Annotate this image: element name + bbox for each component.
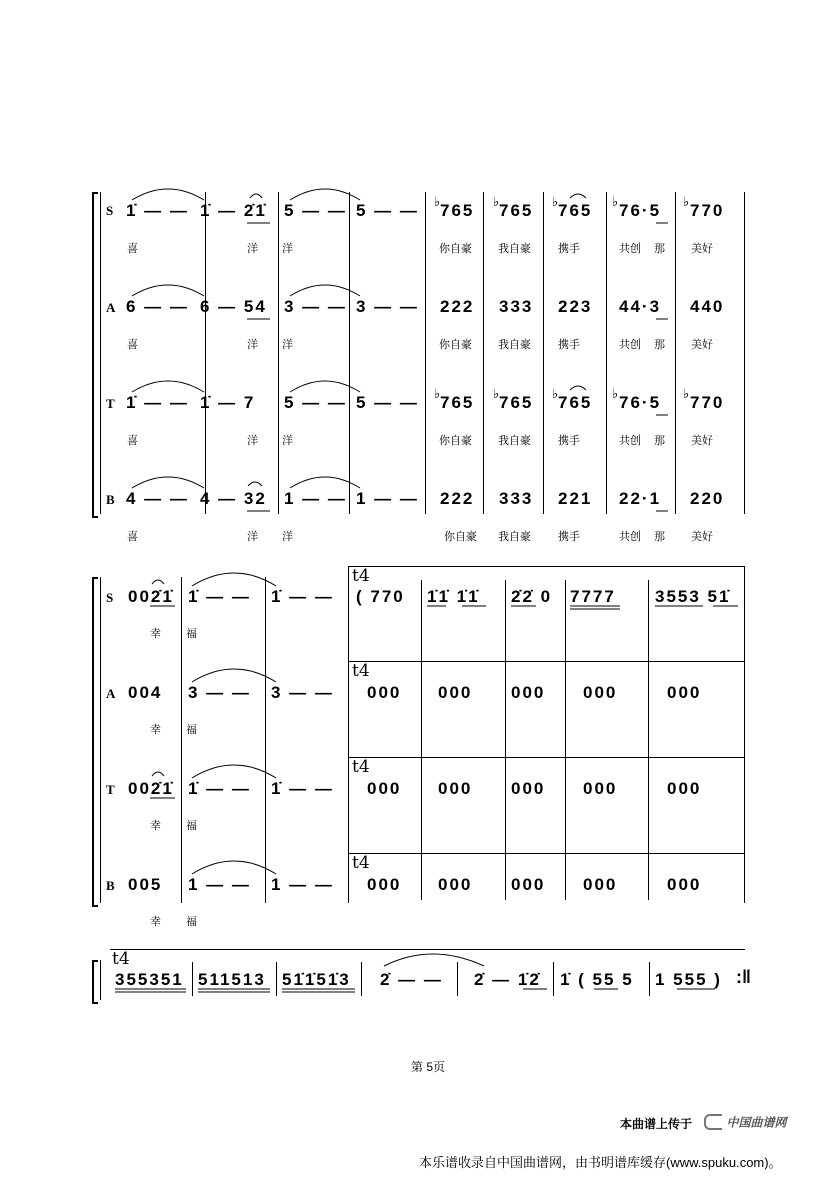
note-group: 355351 bbox=[115, 970, 184, 989]
lyric: 携手 bbox=[558, 435, 580, 447]
lyric: 美好 bbox=[691, 339, 713, 351]
lyric: 携手 bbox=[558, 339, 580, 351]
note-group: 000 bbox=[511, 875, 546, 894]
note-group: 1̇ — 2̇1̇ bbox=[200, 201, 267, 220]
source-line: 本乐谱收录自中国曲谱网，由书明谱库缓存(www.spuku.com)。 bbox=[419, 1155, 782, 1170]
part-label: T bbox=[106, 396, 115, 411]
lyric: 那 bbox=[654, 339, 665, 351]
note-group: 1̇ — — bbox=[271, 587, 334, 606]
note-group: 3 — — bbox=[356, 297, 419, 316]
note-group: 002̇1̇ bbox=[128, 779, 174, 798]
note-group: 333 bbox=[499, 297, 534, 316]
part-label: S bbox=[106, 203, 114, 218]
note-group: 5 — — bbox=[356, 393, 419, 412]
flat-icon: ♭ bbox=[612, 387, 619, 402]
note-group: 5 — — bbox=[284, 201, 347, 220]
note-group: 6 — — bbox=[126, 297, 189, 316]
note-group: 005 bbox=[128, 875, 163, 894]
note-group: 2̇ — — bbox=[380, 970, 443, 989]
lyric: 福 bbox=[186, 820, 197, 832]
lyric: 那 bbox=[654, 243, 665, 255]
key-mark: t4 bbox=[352, 566, 370, 586]
flat-icon: ♭ bbox=[683, 387, 690, 402]
note-group: 1̇ ( 55 5 bbox=[560, 970, 634, 989]
note-group: 000 bbox=[667, 779, 702, 798]
note-group: 7777 bbox=[570, 587, 616, 606]
page-number: 第 5页 bbox=[411, 1060, 446, 1074]
note-group: 1̇ — — bbox=[126, 201, 189, 220]
note-group: 220 bbox=[690, 489, 725, 508]
part-label: A bbox=[106, 300, 116, 315]
flat-icon: ♭ bbox=[493, 195, 500, 210]
lyric: 喜 bbox=[127, 435, 138, 447]
lyric: 共创 bbox=[619, 435, 641, 447]
lyric: 喜 bbox=[127, 243, 138, 255]
upload-text: 本曲谱上传于 bbox=[620, 1117, 693, 1131]
note-group: 765 bbox=[558, 393, 593, 412]
note-group: 765 bbox=[440, 393, 475, 412]
note-group: 511513 bbox=[198, 970, 266, 989]
note-group: 76·5 bbox=[619, 201, 662, 220]
lyric: 共创 bbox=[619, 339, 641, 351]
lyric: 你自豪 bbox=[439, 435, 472, 447]
flat-icon: ♭ bbox=[552, 195, 559, 210]
note-group: 1 — — bbox=[271, 875, 334, 894]
part-label: B bbox=[106, 492, 115, 507]
note-group: 770 bbox=[690, 393, 725, 412]
lyric: 喜 bbox=[127, 339, 138, 351]
note-group: 221 bbox=[558, 489, 593, 508]
key-mark: t4 bbox=[352, 757, 370, 777]
note-group: 000 bbox=[583, 683, 618, 702]
lyric: 幸 bbox=[150, 916, 161, 928]
note-group: 000 bbox=[511, 779, 546, 798]
lyric: 洋 bbox=[247, 243, 258, 255]
note-group: 222 bbox=[440, 489, 475, 508]
note-group: 000 bbox=[438, 683, 473, 702]
note-group: 765 bbox=[499, 393, 534, 412]
note-group: 000 bbox=[667, 683, 702, 702]
site-logo-text: 中国曲谱网 bbox=[726, 1115, 787, 1130]
note-group: 1̇ — 7 bbox=[200, 393, 256, 412]
key-mark: t4 bbox=[352, 661, 370, 681]
lyric: 洋 bbox=[247, 339, 258, 351]
note-group: 000 bbox=[583, 875, 618, 894]
note-group: 000 bbox=[438, 779, 473, 798]
note-group: 770 bbox=[690, 201, 725, 220]
note-group: 765 bbox=[440, 201, 475, 220]
note-group: 1̇ — — bbox=[126, 393, 189, 412]
note-group: 000 bbox=[667, 875, 702, 894]
note-group: 3 — — bbox=[271, 683, 334, 702]
lyric: 福 bbox=[186, 628, 197, 640]
site-logo bbox=[704, 1113, 786, 1131]
lyric: 携手 bbox=[558, 243, 580, 255]
note-group: 223 bbox=[558, 297, 593, 316]
note-group: 4 — 32 bbox=[200, 489, 267, 508]
note-group: 333 bbox=[499, 489, 534, 508]
lyric: 我自豪 bbox=[498, 339, 531, 351]
lyric: 美好 bbox=[691, 435, 713, 447]
key-mark: t4 bbox=[352, 853, 370, 873]
part-label: S bbox=[106, 590, 114, 605]
lyric: 幸 bbox=[150, 628, 161, 640]
lyric: 福 bbox=[186, 916, 197, 928]
lyric: 美好 bbox=[691, 243, 713, 255]
lyric: 洋 bbox=[282, 435, 293, 447]
lyric: 你自豪 bbox=[444, 531, 477, 543]
note-group: 2̇ — 1̇2̇ bbox=[474, 970, 541, 989]
note-group: 4 — — bbox=[126, 489, 189, 508]
lyric: 我自豪 bbox=[498, 435, 531, 447]
flat-icon: ♭ bbox=[434, 195, 441, 210]
note-group: 1 — — bbox=[188, 875, 251, 894]
flat-icon: ♭ bbox=[434, 387, 441, 402]
lyric: 福 bbox=[186, 724, 197, 736]
repeat-end-sign: :‖ bbox=[736, 967, 751, 987]
lyric: 那 bbox=[654, 435, 665, 447]
lyric: 洋 bbox=[247, 435, 258, 447]
lyric: 洋 bbox=[282, 531, 293, 543]
note-group: 440 bbox=[690, 297, 725, 316]
note-group: 3553 51̇ bbox=[655, 587, 731, 606]
note-group: 1̇ — — bbox=[271, 779, 334, 798]
part-label: A bbox=[106, 686, 116, 701]
lyric: 喜 bbox=[127, 531, 138, 543]
lyric: 洋 bbox=[282, 243, 293, 255]
note-group: 44·3 bbox=[619, 297, 662, 316]
lyric: 幸 bbox=[150, 820, 161, 832]
lyric: 共创 bbox=[619, 531, 641, 543]
note-group: 000 bbox=[367, 683, 402, 702]
note-group: 1̇ — — bbox=[188, 779, 251, 798]
note-group: 51̇1̇51̇3 bbox=[282, 970, 351, 989]
note-group: 1̇1̇ 1̇1̇ bbox=[427, 587, 480, 606]
note-group: 1 555 ) bbox=[655, 970, 722, 989]
note-group: 3 — — bbox=[284, 297, 347, 316]
note-group: 3 — — bbox=[188, 683, 251, 702]
part-label: B bbox=[106, 878, 115, 893]
lyric: 我自豪 bbox=[498, 531, 531, 543]
note-group: 5 — — bbox=[356, 201, 419, 220]
lyric: 我自豪 bbox=[498, 243, 531, 255]
note-group: 6 — 54 bbox=[200, 297, 267, 316]
note-group: 000 bbox=[583, 779, 618, 798]
note-group: 004 bbox=[128, 683, 163, 702]
note-group: 000 bbox=[511, 683, 546, 702]
note-group: 222 bbox=[440, 297, 475, 316]
note-group: 000 bbox=[438, 875, 473, 894]
logo-icon bbox=[704, 1114, 722, 1130]
lyric: 美好 bbox=[691, 531, 713, 543]
note-group: 2̇2̇ 0 bbox=[511, 587, 553, 606]
lyric: 幸 bbox=[150, 724, 161, 736]
lyric: 洋 bbox=[282, 339, 293, 351]
flat-icon: ♭ bbox=[552, 387, 559, 402]
key-mark: t4 bbox=[112, 949, 130, 969]
note-group: 1 — — bbox=[284, 489, 347, 508]
lyric: 你自豪 bbox=[439, 243, 472, 255]
lyric: 洋 bbox=[247, 531, 258, 543]
flat-icon: ♭ bbox=[612, 195, 619, 210]
note-group: 765 bbox=[558, 201, 593, 220]
part-label: T bbox=[106, 782, 115, 797]
lyric: 那 bbox=[654, 531, 665, 543]
note-group: 1̇ — — bbox=[188, 587, 251, 606]
flat-icon: ♭ bbox=[683, 195, 690, 210]
note-group: 765 bbox=[499, 201, 534, 220]
note-group: 76·5 bbox=[619, 393, 662, 412]
note-group: 000 bbox=[367, 875, 402, 894]
note-group: 1 — — bbox=[356, 489, 419, 508]
note-group: ( 770 bbox=[356, 587, 405, 606]
note-group: 5 — — bbox=[284, 393, 347, 412]
flat-icon: ♭ bbox=[493, 387, 500, 402]
lyric: 共创 bbox=[619, 243, 641, 255]
lyric: 携手 bbox=[558, 531, 580, 543]
note-group: 002̇1̇ bbox=[128, 587, 174, 606]
note-group: 22·1 bbox=[619, 489, 662, 508]
note-group: 000 bbox=[367, 779, 402, 798]
lyric: 你自豪 bbox=[439, 339, 472, 351]
